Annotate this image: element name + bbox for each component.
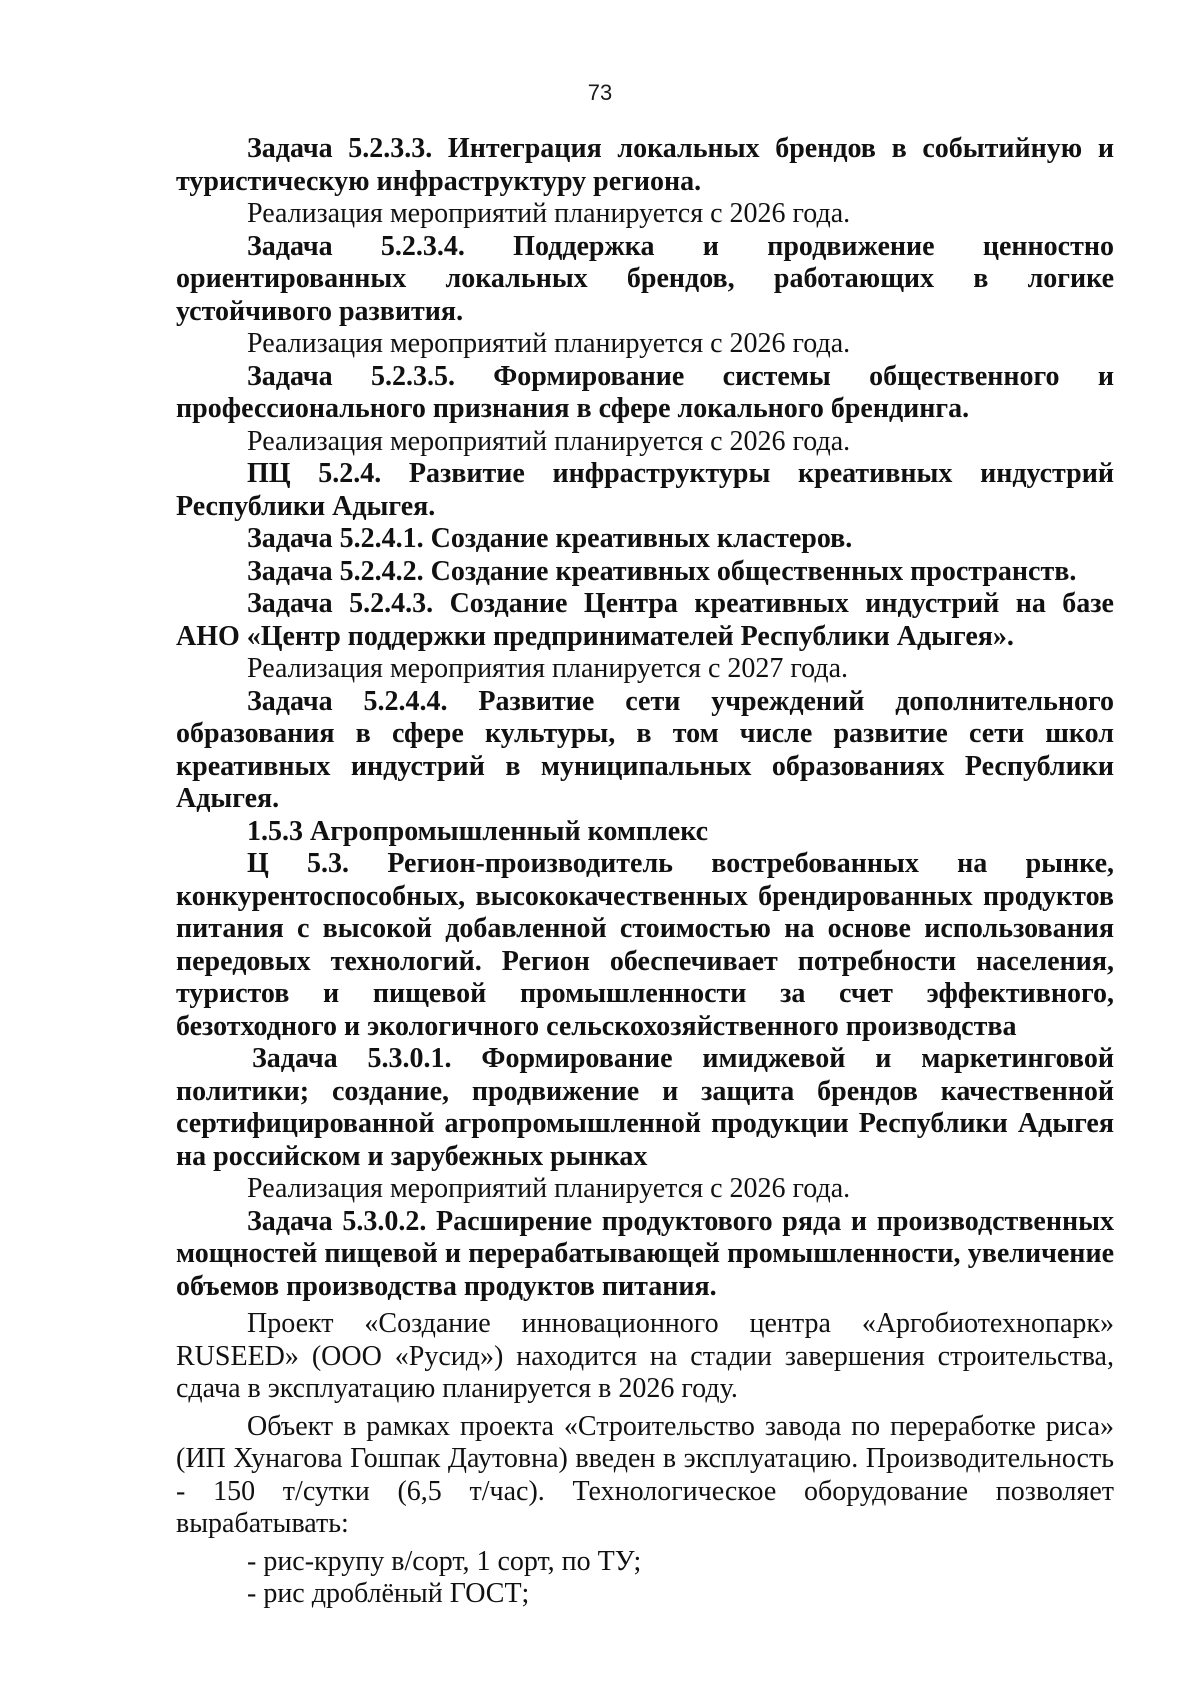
goal-5-3-heading: Ц 5.3. Регион-производитель востребованных на рынке, конкурентоспособных, высококачественных брендированных продуктов питания с высокой добавленной стоимостью на основе использования передовых технологий. Регион обеспечивает потребности населения, туристов и пищевой промышленности за счет эффективного, безотходного и экологичного сельскохозяйственного производства	[176, 848, 1114, 1042]
list-item: - рис-крупу в/сорт, 1 сорт, по ТУ;	[247, 1545, 642, 1577]
section-1-5-3-heading: 1.5.3 Агропромышленный комплекс	[247, 815, 709, 847]
page-number: 73	[587, 80, 613, 105]
task-5-2-3-5-heading: Задача 5.2.3.5. Формирование системы общественного и профессионального признания в сфере локального брендинга.	[176, 360, 1114, 424]
implementation-note: Реализация мероприятий планируется с 2026 года.	[247, 1173, 851, 1204]
task-5-3-0-2-heading: Задача 5.3.0.2. Расширение продуктового ряда и производственных мощностей пищевой и перерабатывающей промышленности, увеличение объемов производства продуктов питания.	[176, 1205, 1114, 1302]
implementation-note: Реализация мероприятий планируется с 2026 года.	[247, 328, 851, 359]
rice-plant-paragraph: Объект в рамках проекта «Строительство завода по переработке риса» (ИП Хунагова Гошпак Даутовна) введен в эксплуатацию. Производительность - 150 т/сутки (6,5 т/час). Технологическое оборудование позволяет вырабатывать:	[176, 1410, 1114, 1539]
implementation-note: Реализация мероприятия планируется с 2027 года.	[247, 653, 849, 684]
task-5-2-4-4-heading: Задача 5.2.4.4. Развитие сети учреждений дополнительного образования в сфере культуры, в том числе развитие сети школ креативных индустрий в муниципальных образованиях Республики Адыгея.	[176, 685, 1114, 814]
project-ruseed-paragraph: Проект «Создание инновационного центра «Аргобиотехнопарк» RUSEED» (ООО «Русид») находится на стадии завершения строительства, сдача в эксплуатацию планируется в 2026 году.	[176, 1308, 1114, 1404]
list-item: - рис дроблёный ГОСТ;	[247, 1578, 530, 1609]
task-5-2-4-3-heading: Задача 5.2.4.3. Создание Центра креативных индустрий на базе АНО «Центр поддержки предпринимателей Республики Адыгея».	[176, 588, 1114, 652]
document-body	[176, 133, 1114, 1611]
implementation-note: Реализация мероприятий планируется с 2026 года.	[247, 425, 851, 457]
task-5-2-4-1-heading: Задача 5.2.4.1. Создание креативных кластеров.	[247, 523, 853, 554]
goal-5-2-4-heading: ПЦ 5.2.4. Развитие инфраструктуры креативных индустрий Республики Адыгея.	[176, 458, 1114, 522]
task-5-2-3-3-heading: Задача 5.2.3.3. Интеграция локальных брендов в событийную и туристическую инфраструктуру региона.	[176, 133, 1114, 197]
implementation-note: Реализация мероприятий планируется с 2026 года.	[247, 198, 851, 229]
task-5-3-0-1-heading: Задача 5.3.0.1. Формирование имиджевой и маркетинговой политики; создание, продвижение и защита брендов качественной сертифицированной агропромышленной продукции Республики Адыгея на российском и зарубежных рынках	[176, 1043, 1114, 1172]
task-5-2-4-2-heading: Задача 5.2.4.2. Создание креативных общественных пространств.	[247, 555, 1077, 587]
task-5-2-3-4-heading: Задача 5.2.3.4. Поддержка и продвижение ценностно ориентированных локальных брендов, работающих в логике устойчивого развития.	[176, 230, 1114, 327]
